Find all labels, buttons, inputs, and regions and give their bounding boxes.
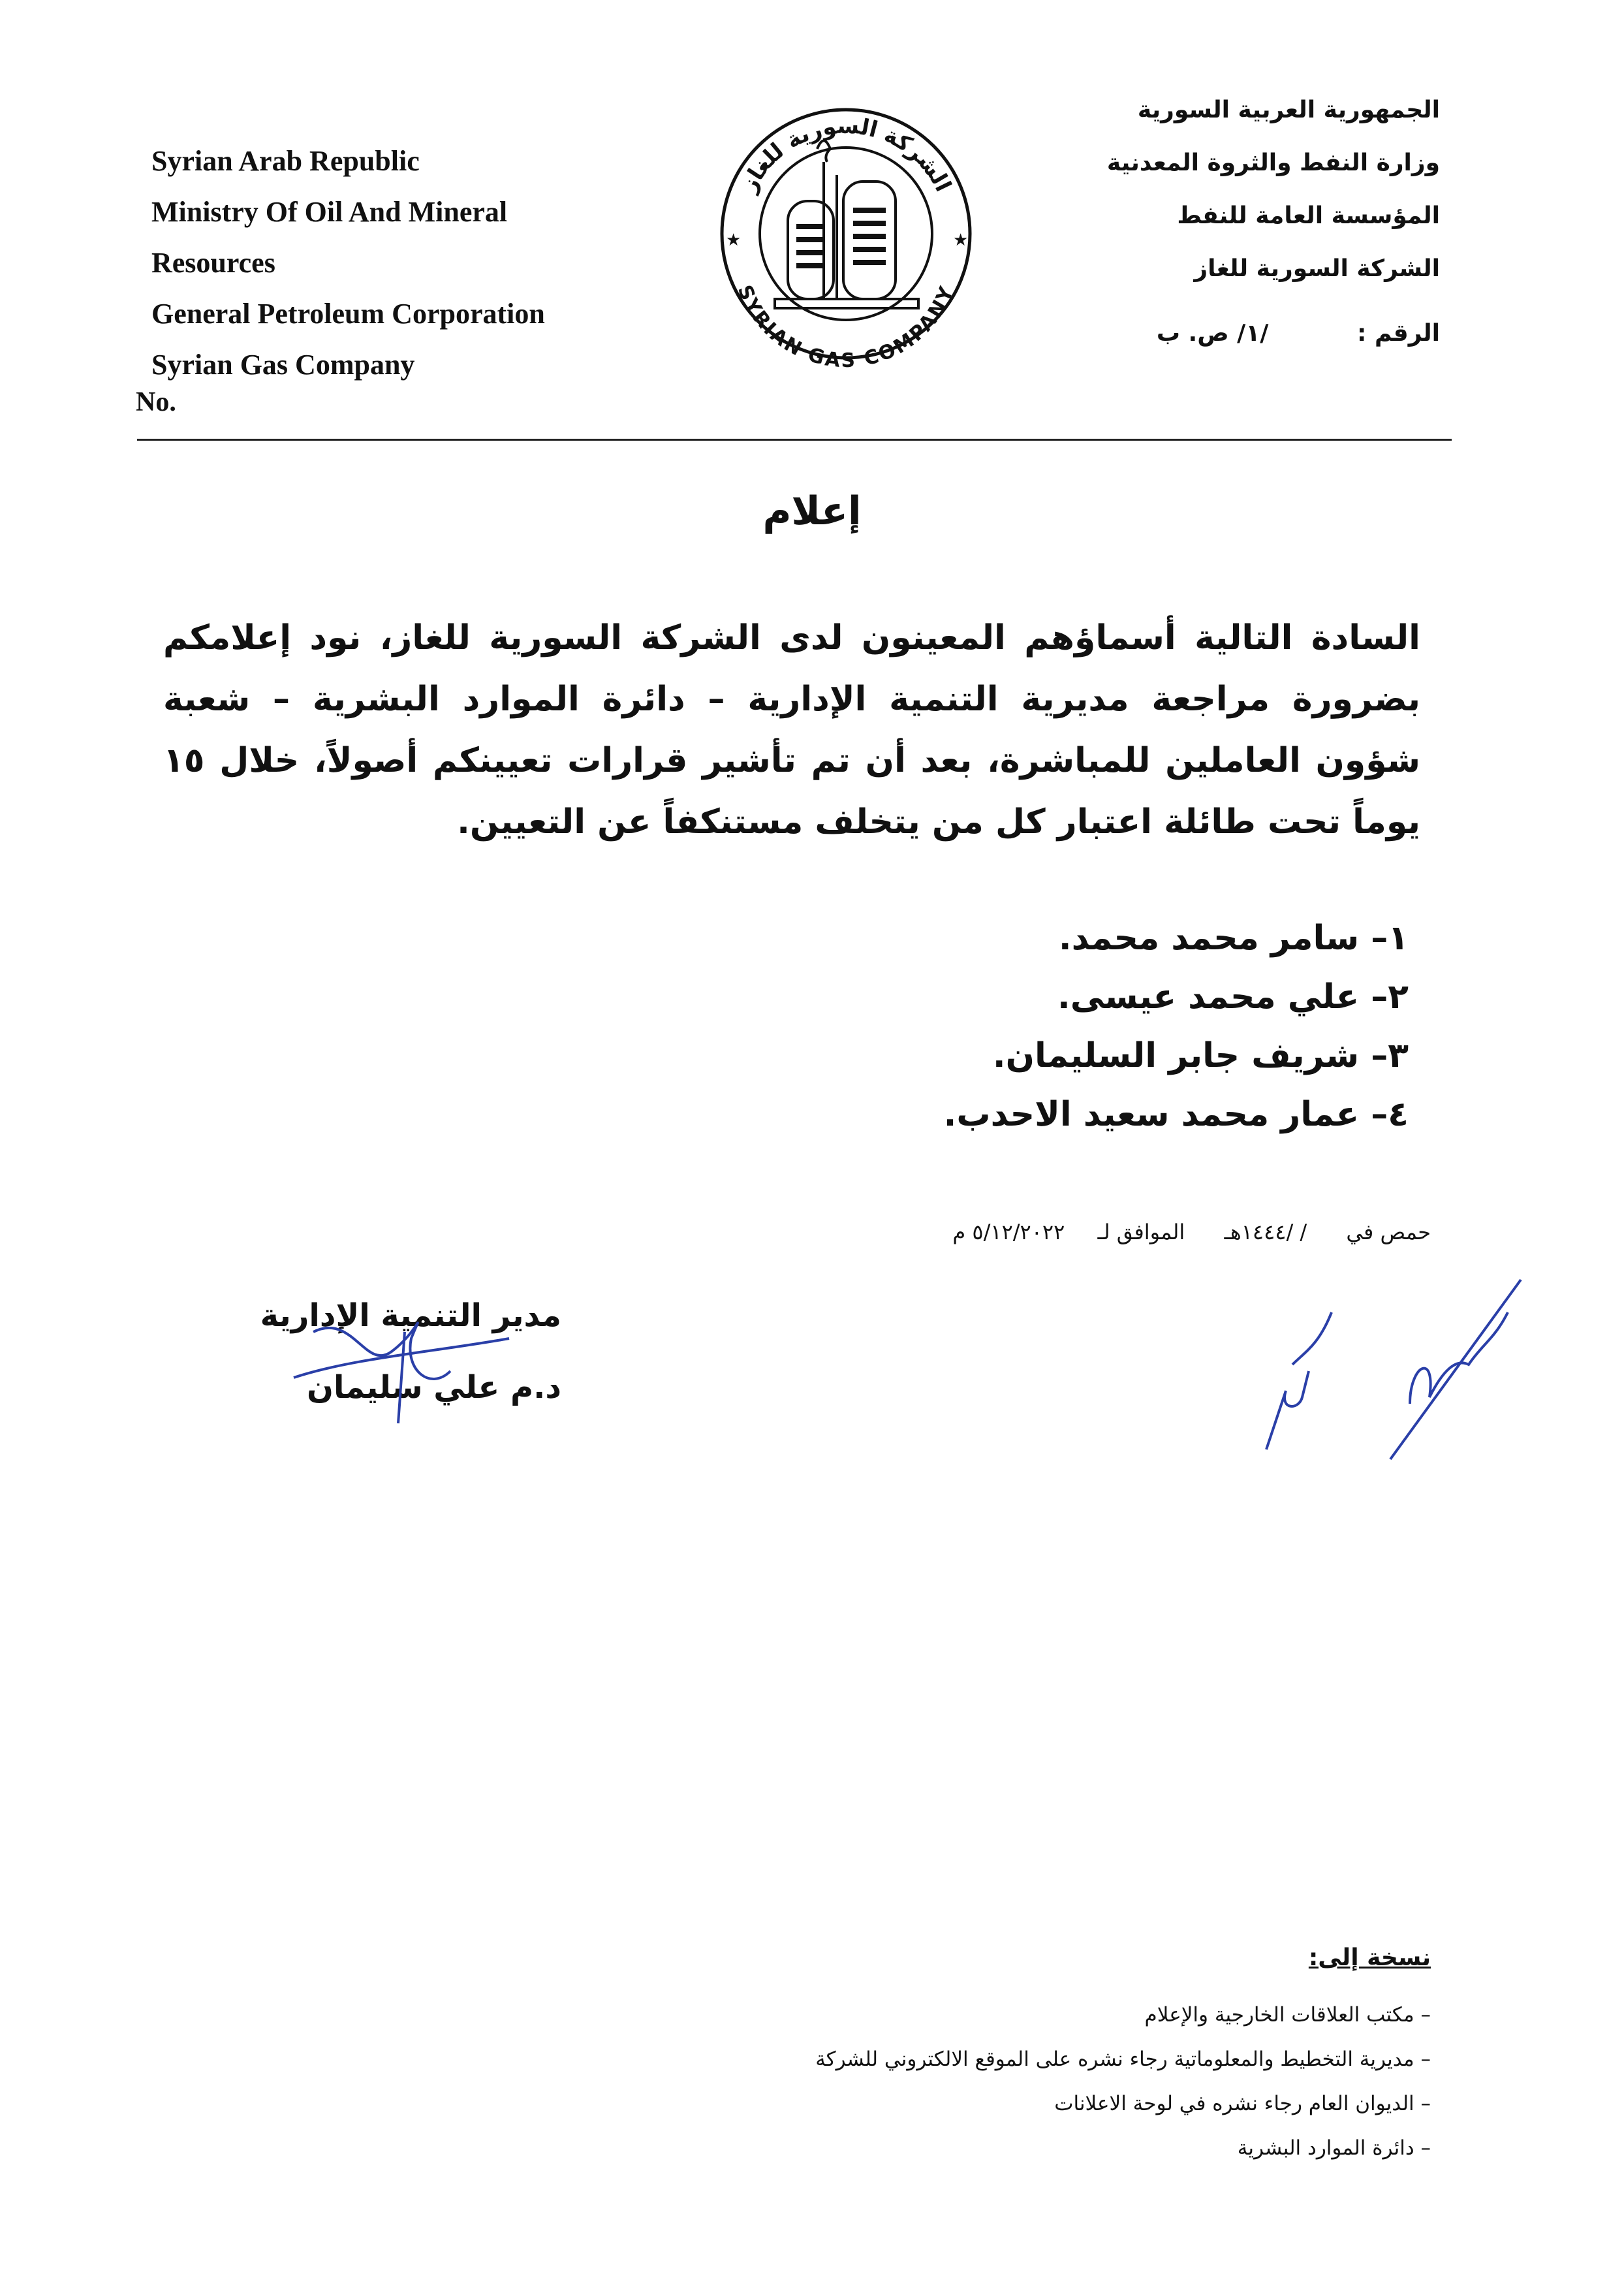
list-item: – دائرة الموارد البشرية bbox=[517, 2126, 1431, 2170]
date-hijri: / /١٤٤٤هـ bbox=[1224, 1220, 1307, 1244]
list-item: – الديوان العام رجاء نشره في لوحة الاعلانات bbox=[517, 2081, 1431, 2126]
date-city: حمص في bbox=[1346, 1220, 1431, 1244]
ar-number-value: /١/ ص. ب bbox=[1156, 320, 1269, 347]
en-line-ministry: Ministry Of Oil And Mineral bbox=[151, 196, 508, 228]
svg-text:★: ★ bbox=[953, 230, 969, 250]
list-item: ٤– عمار محمد سعيد الاحدب. bbox=[943, 1095, 1409, 1134]
ar-line-ministry: وزارة النفط والثروة المعدنية bbox=[1106, 150, 1440, 176]
svg-text:SYRIAN GAS COMPANY: SYRIAN GAS COMPANY bbox=[732, 281, 960, 373]
date-corresponding: الموافق لـ bbox=[1097, 1220, 1185, 1244]
list-item: – مديرية التخطيط والمعلوماتية رجاء نشره على الموقع الالكتروني للشركة bbox=[517, 2037, 1431, 2081]
list-item: ٣– شريف جابر السليمان. bbox=[992, 1036, 1409, 1075]
ar-number-label: الرقم : bbox=[1357, 320, 1440, 347]
signature-icon bbox=[1240, 1306, 1345, 1456]
director-signature-icon bbox=[274, 1293, 522, 1443]
ar-line-corporation: المؤسسة العامة للنفط bbox=[1177, 202, 1440, 229]
en-line-resources: Resources bbox=[151, 247, 275, 279]
syrian-gas-company-logo bbox=[706, 103, 986, 377]
svg-text:الشركة السورية للغاز: الشركة السورية للغاز bbox=[736, 112, 956, 196]
svg-text:★: ★ bbox=[726, 230, 742, 250]
english-letterhead bbox=[151, 136, 648, 390]
en-number-label: No. bbox=[136, 387, 176, 417]
document-title: إعلام bbox=[762, 488, 862, 534]
signature-icon bbox=[1384, 1273, 1527, 1463]
header-divider bbox=[137, 439, 1452, 441]
list-item: – مكتب العلاقات الخارجية والإعلام bbox=[517, 1993, 1431, 2037]
director-name: د.م علي سليمان bbox=[307, 1369, 561, 1406]
arabic-letterhead bbox=[918, 84, 1440, 295]
date-gregorian: ٥/١٢/٢٠٢٢ م bbox=[952, 1220, 1065, 1244]
list-item: ١– سامر محمد محمد. bbox=[1058, 919, 1409, 958]
date-line bbox=[952, 1220, 1431, 1244]
copies-list bbox=[517, 1993, 1431, 2170]
en-line-corporation: General Petroleum Corporation bbox=[151, 298, 545, 330]
copies-title: نسخة إلى: bbox=[1308, 1944, 1431, 1971]
reference-number-row bbox=[1157, 320, 1440, 347]
list-item: ٢– علي محمد عيسى. bbox=[1057, 977, 1409, 1017]
director-title: مدير التنمية الإدارية bbox=[260, 1297, 561, 1334]
en-line-company: Syrian Gas Company bbox=[151, 349, 415, 381]
appointee-list bbox=[756, 909, 1409, 1144]
announcement-body: السادة التالية أسماؤهم المعينون لدى الشركة السورية للغاز، نود إعلامكم بضرورة مراجعة مديرية التنمية الإدارية – دائرة الموارد البشرية – شعبة شؤون العاملين للمباشرة، بعد أن تم تأشير قرارات تعيينكم أصولاً، خلال ١٥ يوماً تحت طائلة اعتبار كل من يتخلف مستنكفاً عن التعيين. bbox=[163, 618, 1420, 842]
ar-line-company: الشركة السورية للغاز bbox=[1194, 255, 1440, 282]
ar-line-country: الجمهورية العربية السورية bbox=[1137, 97, 1440, 123]
en-line-country: Syrian Arab Republic bbox=[151, 145, 420, 177]
